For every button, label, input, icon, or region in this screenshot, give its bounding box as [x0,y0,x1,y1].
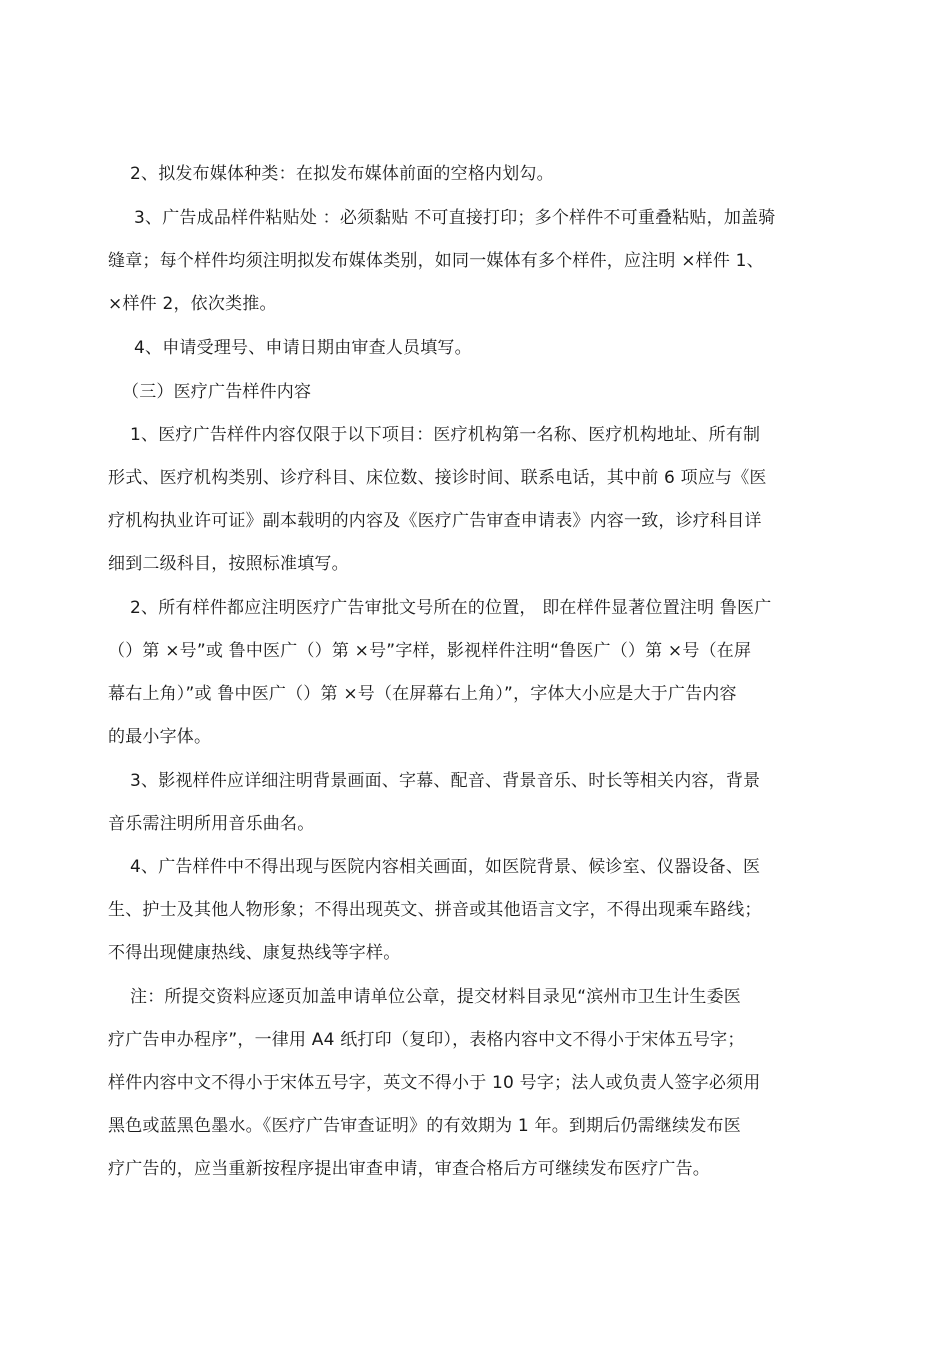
text-line: 4、广告样件中不得出现与医院内容相关画面，如医院背景、候诊室、仪器设备、医 [130,857,761,877]
text-line: 2、拟发布媒体种类：在拟发布媒体前面的空格内划勾。 [130,164,554,184]
text-line: 的最小字体。 [108,727,212,747]
text-line: 3、广告成品样件粘贴处 ：必须黏贴 不可直接打印；多个样件不可重叠粘贴，加盖骑 [134,208,776,228]
note-line: 疗广告的，应当重新按程序提出审查申请，审查合格后方可继续发布医疗广告。 [108,1159,710,1179]
text-line: 生、护士及其他人物形象；不得出现英文、拼音或其他语言文字，不得出现乘车路线； [108,900,762,920]
text-line: 1、医疗广告样件内容仅限于以下项目：医疗机构第一名称、医疗机构地址、所有制 [130,425,761,445]
section-heading: （三）医疗广告样件内容 [122,382,312,402]
note-line: 注：所提交资料应逐页加盖申请单位公章，提交材料目录见“滨州市卫生计生委医 [130,987,742,1007]
text-line: 4、申请受理号、申请日期由审查人员填写。 [134,338,472,358]
note-line: 黑色或蓝黑色墨水。《医疗广告审查证明》的有效期为 1 年。到期后仍需继续发布医 [108,1116,741,1136]
text-line: 音乐需注明所用音乐曲名。 [108,814,315,834]
text-line: 3、影视样件应详细注明背景画面、字幕、配音、背景音乐、时长等相关内容，背景 [130,771,761,791]
note-line: 样件内容中文不得小于宋体五号字，英文不得小于 10 号字；法人或负责人签字必须用 [108,1073,761,1093]
text-line: 不得出现健康热线、康复热线等字样。 [108,943,401,963]
text-line: （）第 ×号”或 鲁中医广（）第 ×号”字样，影视样件注明“鲁医广（）第 ×号（在屏 [108,641,752,661]
text-line: 幕右上角）”或 鲁中医广（）第 ×号（在屏幕右上角）”，字体大小应是大于广告内容 [108,684,737,704]
text-line: 细到二级科目，按照标准填写。 [108,554,349,574]
text-line: 2、所有样件都应注明医疗广告审批文号所在的位置， 即在样件显著位置注明 鲁医广 [130,598,772,618]
text-line: 形式、医疗机构类别、诊疗科目、床位数、接诊时间、联系电话，其中前 6 项应与《医 [108,468,767,488]
text-line: 疗机构执业许可证》副本载明的内容及《医疗广告审查申请表》内容一致，诊疗科目详 [108,511,762,531]
note-line: 疗广告申办程序”，一律用 A4 纸打印（复印），表格内容中文不得小于宋体五号字； [108,1030,745,1050]
text-line: 缝章；每个样件均须注明拟发布媒体类别，如同一媒体有多个样件，应注明 ×样件 1、 [108,251,764,271]
text-line: ×样件 2，依次类推。 [108,294,277,314]
